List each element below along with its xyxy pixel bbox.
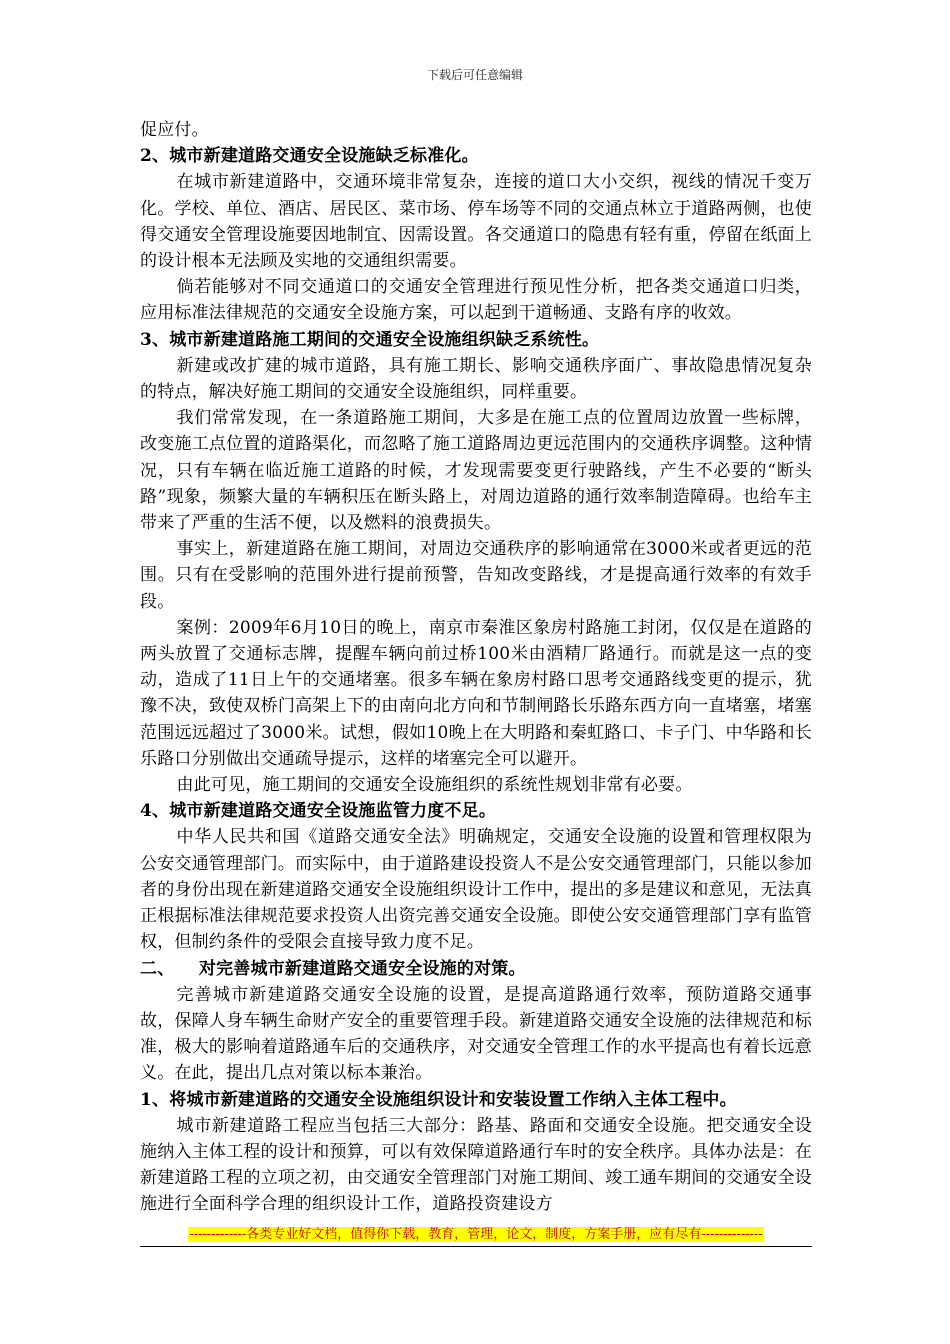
paragraph: 城市新建道路工程应当包括三大部分：路基、路面和交通安全设施。把交通安全设施纳入主体工程的设计和预算，可以有效保障道路通行车时的安全秩序。具体办法是：在新建道路工程的立项之初，由交通安全管理部门对施工期间、竣工通车期间的交通安全设施进行全面科学合理的组织设计工作，道路投资建设方	[140, 1115, 812, 1215]
page-header: 下载后可任意编辑	[426, 68, 523, 82]
footer-banner	[140, 1226, 812, 1244]
section-heading: 1、将城市新建道路的交通安全设施组织设计和安装设置工作纳入主体工程中。	[140, 1089, 737, 1110]
section-heading: 2、城市新建道路交通安全设施缺乏标准化。	[140, 146, 479, 167]
footer-divider	[140, 1246, 812, 1247]
section-heading: 4、城市新建道路交通安全设施监管力度不足。	[140, 801, 497, 822]
paragraph: 倘若能够对不同交通道口的交通安全管理进行预见性分析，把各类交通道口归类，应用标准法律规范的交通安全设施方案，可以起到干道畅通、支路有序的收效。	[140, 277, 812, 324]
paragraph: 在城市新建道路中，交通环境非常复杂，连接的道口大小交织，视线的情况千变万化。学校、单位、酒店、居民区、菜市场、停车场等不同的交通点林立于道路两侧，也使得交通安全管理设施要因地制宜、因需设置。各交通道口的隐患有轻有重，停留在纸面上的设计根本无法顾及实地的交通组织需要。	[140, 172, 812, 272]
chapter-heading: 二、 对完善城市新建道路交通安全设施的对策。	[140, 958, 526, 979]
paragraph: 完善城市新建道路交通安全设施的设置，是提高道路通行效率，预防道路交通事故，保障人身车辆生命财产安全的重要管理手段。新建道路交通安全设施的法律规范和标准，极大的影响着道路通车后的交通秩序，对交通安全管理工作的水平提高也有着长远意义。在此，提出几点对策以标本兼治。	[140, 984, 812, 1084]
footer-banner-text: -------------各类专业好文档，值得你下载，教育，管理，论文，制度，方案手册，应有尽有--------------	[189, 1227, 763, 1242]
case-paragraph: 案例：2009年6月10日的晚上，南京市秦淮区象房村路施工封闭，仅仅是在道路的两头放置了交通标志牌，提醒车辆向前过桥100米由酒精厂路通行。而就是这一点的变动，造成了11日上午的交通堵塞。很多车辆在象房村路口思考交通路线变更的提示，犹豫不决，致使双桥门高架上下的由南向北方向和节制闸路长乐路东西方向一直堵塞，堵塞范围远远超过了3000米。试想，假如10晚上在大明路和秦虹路口、卡子门、中华路和长乐路口分别做出交通疏导提示，这样的堵塞完全可以避开。	[140, 617, 812, 769]
paragraph: 新建或改扩建的城市道路，具有施工期长、影响交通秩序面广、事故隐患情况复杂的特点，解决好施工期间的交通安全设施组织，同样重要。	[140, 355, 812, 403]
paragraph: 促应付。	[140, 120, 209, 140]
paragraph: 中华人民共和国《道路交通安全法》明确规定，交通安全设施的设置和管理权限为公安交通管理部门。而实际中，由于道路建设投资人不是公安交通管理部门，只能以参加者的身份出现在新建道路交通安全设施组织设计工作中，提出的多是建议和意见，无法真正根据标准法律规范要求投资人出资完善交通安全设施。即使公安交通管理部门享有监管权，但制约条件的受限会直接导致力度不足。	[140, 827, 812, 953]
paragraph: 我们常常发现，在一条道路施工期间，大多是在施工点的位置周边放置一些标牌，改变施工点位置的道路渠化，而忽略了施工道路周边更远范围内的交通秩序调整。这种情况，只有车辆在临近施工道路的时候，才发现需要变更行驶路线，产生不必要的“断头路”现象，频繁大量的车辆积压在断头路上，对周边道路的通行效率制造障碍。也给车主带来了严重的生活不便，以及燃料的浪费损失。	[140, 408, 812, 534]
paragraph: 事实上，新建道路在施工期间，对周边交通秩序的影响通常在3000米或者更远的范围。只有在受影响的范围外进行提前预警，告知改变路线，才是提高通行效率的有效手段。	[140, 539, 812, 612]
paragraph: 由此可见，施工期间的交通安全设施组织的系统性规划非常有必要。	[176, 775, 693, 796]
section-heading: 3、城市新建道路施工期间的交通安全设施组织缺乏系统性。	[140, 329, 600, 350]
document-body	[140, 117, 812, 1218]
